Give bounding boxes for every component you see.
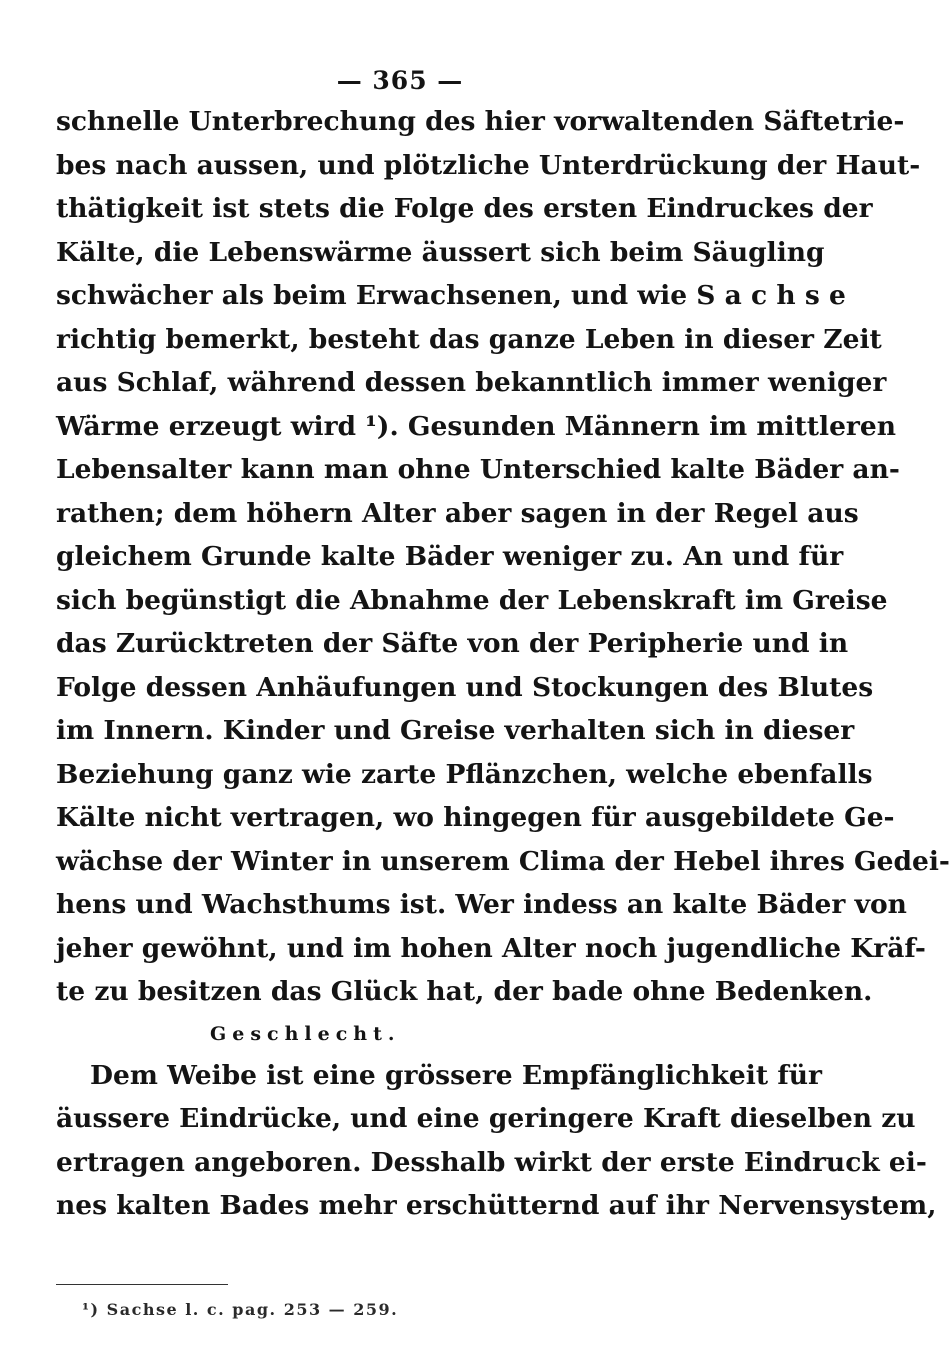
text-line: Kälte, die Lebenswärme äussert sich beim Säugling — [56, 236, 825, 268]
text-line: nes kalten Bades mehr erschütternd auf ihr Nervensystem, — [56, 1190, 937, 1221]
section-heading: Geschlecht. — [210, 1022, 401, 1045]
text-line: Lebensalter kann man ohne Unterschied kalte Bäder an- — [56, 454, 900, 485]
text-line: Beziehung ganz wie zarte Pflänzchen, welche ebenfalls — [56, 758, 873, 790]
text-line: schwächer als beim Erwachsenen, und wie S a c h s e — [56, 280, 846, 311]
text-line: rathen; dem höhern Alter aber sagen in der Regel aus — [56, 497, 859, 529]
text-line: richtig bemerkt, besteht das ganze Leben in dieser Zeit — [56, 323, 882, 355]
footnote: ¹) Sachse l. c. pag. 253 — 259. — [82, 1300, 399, 1319]
text-line: gleichem Grunde kalte Bäder weniger zu. An und für — [56, 541, 844, 572]
text-line: te zu besitzen das Glück hat, der bade ohne Bedenken. — [56, 976, 873, 1007]
text-line: thätigkeit ist stets die Folge des ersten Eindruckes der — [56, 193, 873, 224]
text-line: Folge dessen Anhäufungen und Stockungen des Blutes — [56, 671, 874, 703]
text-line: ertragen angeboren. Desshalb wirkt der erste Eindruck ei- — [56, 1146, 927, 1178]
text-line: Dem Weibe ist eine grössere Empfänglichkeit für — [90, 1059, 822, 1091]
text-line: äussere Eindrücke, und eine geringere Kraft dieselben zu — [56, 1103, 916, 1134]
text-line: Wärme erzeugt wird ¹). Gesunden Männern im mittleren — [56, 410, 897, 442]
text-line: das Zurücktreten der Säfte von der Peripherie und in — [56, 628, 849, 659]
text-line: aus Schlaf, während dessen bekanntlich immer weniger — [56, 367, 887, 398]
page-number: — 365 — — [336, 66, 464, 95]
main-text — [56, 100, 950, 1228]
footnote-divider — [56, 1284, 228, 1285]
text-line: bes nach aussen, und plötzliche Unterdrückung der Haut- — [56, 149, 921, 181]
text-line: hens und Wachsthums ist. Wer indess an kalte Bäder von — [56, 889, 907, 920]
text-line: sich begünstigt die Abnahme der Lebenskraft im Greise — [56, 584, 888, 616]
text-line: Kälte nicht vertragen, wo hingegen für ausgebildete Ge- — [56, 802, 895, 833]
text-line: wächse der Winter in unserem Clima der Hebel ihres Gedei- — [56, 845, 950, 877]
text-line: jeher gewöhnt, und im hohen Alter noch jugendliche Kräf- — [56, 932, 926, 964]
text-line: schnelle Unterbrechung des hier vorwaltenden Säftetrie- — [56, 106, 905, 137]
text-line: im Innern. Kinder und Greise verhalten sich in dieser — [56, 715, 855, 746]
